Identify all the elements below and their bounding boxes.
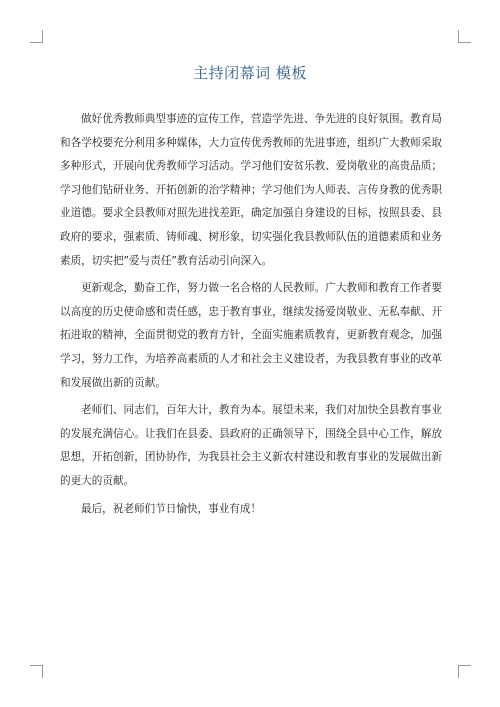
crop-mark-bottom-right (458, 665, 471, 678)
crop-mark-bottom-left (30, 665, 43, 678)
paragraph: 最后，祝老师们节日愉快，事业有成！ (81, 502, 262, 515)
crop-mark-top-right (458, 30, 471, 43)
paragraph: 更新观念，勤奋工作，努力做一名合格的人民教师。广大教师和教育工作者要以高度的历史使命感和责任感，忠于教育事业，继续发扬爱岗敬业、无私奉献、开拓进取的精神，全面贯彻党的教育方针，全面实施素质教育，更新教育观念，加强学习，努力工作，为培养高素质的人才和社会主义建设者，为我县教育事业的改革和发展做出新的贡献。 (60, 282, 442, 389)
crop-mark-top-left (30, 30, 43, 43)
paragraph: 老师们、同志们，百年大计，教育为本。展望未来，我们对加快全县教育事业的发展充满信心。让我们在县委、县政府的正确领导下，围绕全县中心工作，解放思想，开拓创新，团协协作，为我县社会主义新农村建设和教育事业的发展做出新的更大的贡献。 (60, 404, 442, 487)
paragraph: 做好优秀教师典型事迹的宣传工作，营造学先进、争先进的良好氛围。教育局和各学校要充分利用多种媒体，大力宣传优秀教师的先进事迹，组织广大教师采取多种形式，开展向优秀教师学习活动。学习他们安贫乐教、爱岗敬业的高贵品质；学习他们钻研业务、开拓创新的治学精神；学习他们为人师表、言传身教的优秀职业道德。要求全县教师对照先进找差距，确定加强自身建设的目标，按照县委、县政府的要求，强素质、铸师魂、树形象，切实强化我县教师队伍的道德素质和业务素质，切实把”爱与责任”教育活动引向深入。 (60, 113, 442, 267)
document-body (60, 108, 442, 525)
document-title: 主持闭幕词 模板 (193, 64, 307, 82)
